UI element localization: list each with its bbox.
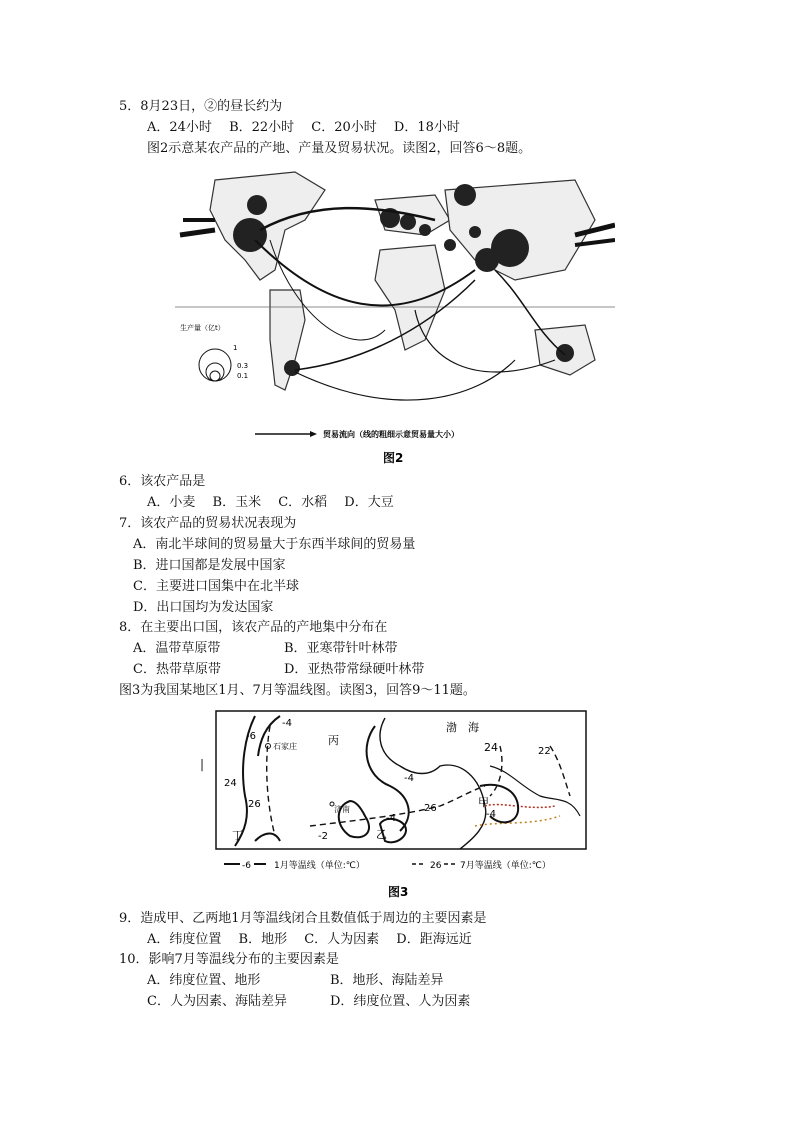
iso-label: -4 [282, 718, 292, 729]
map-frame [216, 711, 586, 849]
iso-label: -2 [318, 831, 328, 842]
q10-option-b: B．地形、海陆差异 [330, 973, 444, 988]
iso-label: -4 [404, 773, 414, 784]
q10-stem: 10．影响7月等温线分布的主要因素是 [119, 952, 339, 967]
label-bohai-2: 海 [468, 721, 479, 734]
label-jinan: 济南 [334, 805, 350, 814]
label-bohai-1: 渤 [446, 721, 457, 734]
q7-option-d: D．出口国均为发达国家 [133, 600, 274, 615]
iso-label: 26 [424, 803, 437, 814]
iso-label: -4 [386, 813, 396, 824]
jan-legend-text: 1月等温线（单位:℃） [274, 861, 365, 871]
q10-option-a: A．纬度位置、地形 [147, 973, 261, 988]
iso-label: 24 [484, 741, 498, 754]
q10-option-c: C．人为因素、海陆差异 [147, 994, 287, 1009]
q7-option-c: C．主要进口国集中在北半球 [133, 579, 299, 594]
q5-options: A．24小时 B．22小时 C．20小时 D．18小时 [147, 120, 460, 135]
q10-option-d: D．纬度位置、人为因素 [330, 994, 471, 1009]
q9-options: A．纬度位置 B．地形 C．人为因素 D．距海远近 [147, 932, 472, 947]
trade-legend-text: 贸易流向（线的粗细示意贸易量大小） [323, 430, 459, 439]
label-jia: 甲 [478, 796, 489, 809]
q5-stem: 5．8月23日，②的昼长约为 [119, 99, 283, 114]
q8-stem: 8．在主要出口国，该农产品的产地集中分布在 [119, 620, 388, 635]
q8-option-c: C．热带草原带 [133, 662, 221, 677]
jul-legend-value: 26 [430, 861, 442, 871]
q9-stem: 9．造成甲、乙两地1月等温线闭合且数值低于周边的主要因素是 [119, 911, 487, 926]
fig3-intro: 图3为我国某地区1月、7月等温线图。读图3，回答9～11题。 [119, 683, 476, 698]
q6-options: A．小麦 B．玉米 C．水稻 D．大豆 [147, 495, 394, 510]
label-ding: 丁 [232, 829, 243, 842]
q8-option-a: A．温带草原带 [133, 641, 221, 656]
fig2-intro: 图2示意某农产品的产地、产量及贸易状况。读图2，回答6～8题。 [147, 141, 532, 156]
iso-label: 22 [538, 746, 551, 757]
jul-legend-text: 7月等温线（单位:℃） [460, 861, 551, 871]
q8-option-d: D．亚热带常绿硬叶林带 [284, 662, 425, 677]
iso-label: -6 [246, 731, 256, 742]
figure-2-world-trade-map [175, 160, 615, 470]
iso-label: 26 [248, 799, 261, 810]
figure-2-caption: 图2 [383, 451, 404, 465]
legend-value-1: 1 [233, 344, 238, 352]
legend-value-0-1: 0.1 [237, 372, 249, 380]
iso-label: -4 [486, 809, 496, 820]
label-shijiazhuang: 石家庄 [273, 742, 297, 751]
legend-value-0-3: 0.3 [237, 362, 249, 370]
q6-stem: 6．该农产品是 [119, 474, 206, 489]
jan-legend-value: -6 [242, 861, 251, 871]
iso-label: 24 [224, 778, 237, 789]
q7-stem: 7．该农产品的贸易状况表现为 [119, 516, 297, 531]
figure-3-isotherm-map [200, 706, 595, 902]
label-yi: 乙 [376, 828, 387, 841]
q8-option-b: B．亚寒带针叶林带 [284, 641, 398, 656]
q7-option-b: B．进口国都是发展中国家 [133, 558, 286, 573]
production-legend-title: 生产量（亿t） [180, 324, 225, 332]
q7-option-a: A．南北半球间的贸易量大于东西半球间的贸易量 [133, 537, 416, 552]
label-bing: 丙 [328, 734, 339, 747]
figure-3-caption: 图3 [388, 885, 409, 899]
